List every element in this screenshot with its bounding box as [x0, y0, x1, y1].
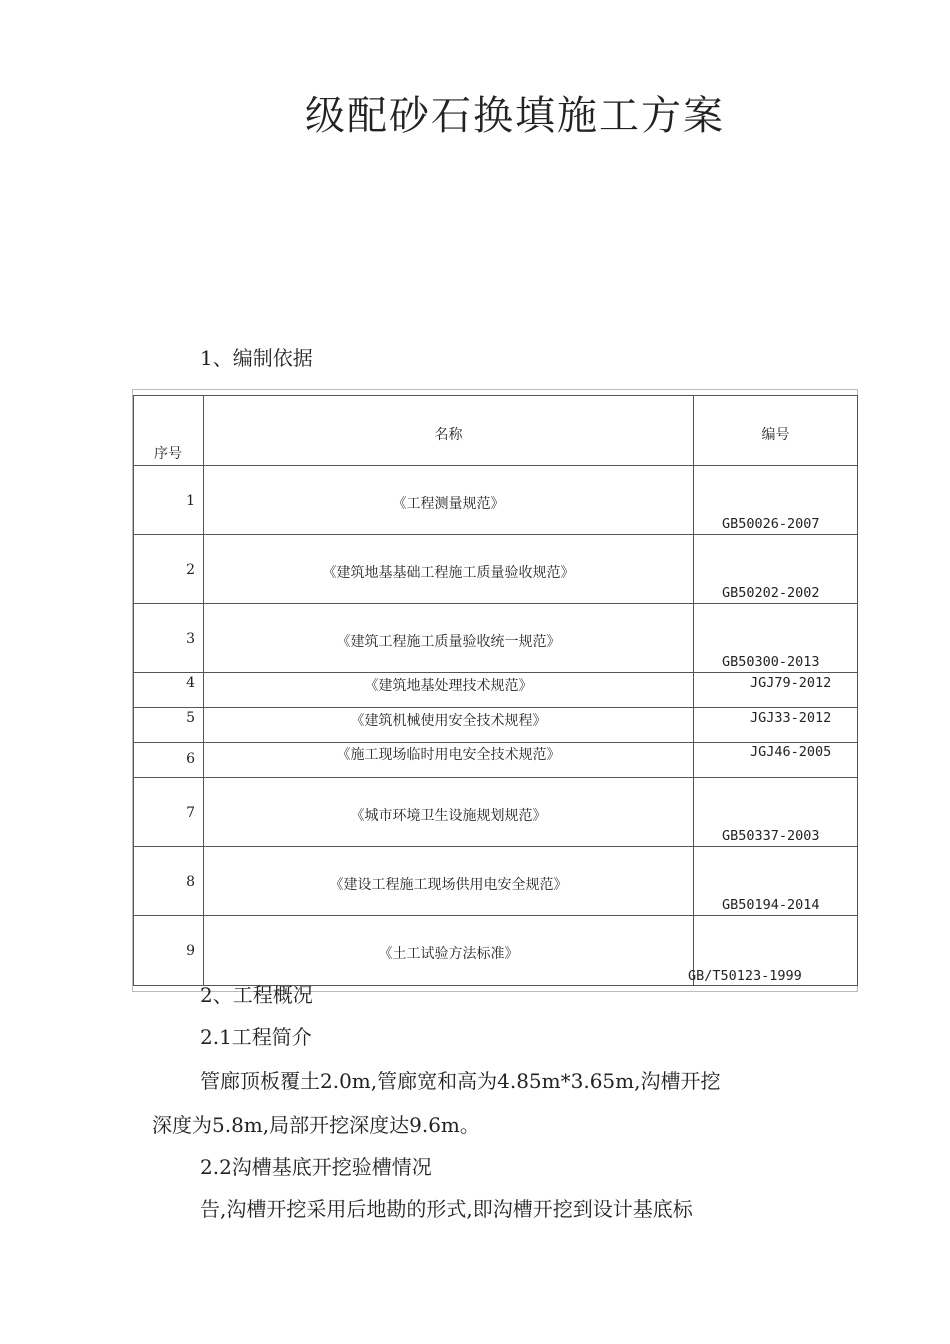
header-code-cell	[694, 396, 858, 466]
paragraph-line: 深度为5.8m,局部开挖深度达9.6m。	[152, 1113, 480, 1137]
row-name: 《建筑机械使用安全技术规程》	[350, 713, 547, 729]
row-code: GB50337-2003	[722, 828, 820, 844]
document-title: 级配砂石换填施工方案	[305, 93, 725, 139]
row-seq: 6	[186, 751, 195, 767]
paragraph-line: 管廊顶板覆土2.0m,管廊宽和高为4.85m*3.65m,沟槽开挖	[200, 1069, 721, 1093]
table-row	[134, 535, 858, 604]
section-heading-basis: 1、编制依据	[200, 346, 313, 370]
row-seq: 2	[186, 562, 195, 578]
paragraph-line: 告,沟槽开挖采用后地勘的形式,即沟槽开挖到设计基底标	[200, 1197, 693, 1221]
row-code: GB50194-2014	[722, 897, 820, 913]
row-seq: 1	[186, 493, 195, 509]
row-name: 《工程测量规范》	[392, 496, 505, 512]
row-name: 《土工试验方法标准》	[378, 946, 519, 962]
table-header-row	[134, 396, 858, 466]
row-name: 《城市环境卫生设施规划规范》	[350, 808, 547, 824]
row-name: 《建筑工程施工质量验收统一规范》	[336, 634, 561, 650]
row-code: JGJ46-2005	[750, 744, 832, 760]
row-code: GB50300-2013	[722, 654, 820, 670]
row-name: 《建设工程施工现场供用电安全规范》	[329, 877, 568, 893]
row-name: 《建筑地基基础工程施工质量验收规范》	[322, 565, 575, 581]
row-seq: 8	[186, 874, 195, 890]
row-name: 《施工现场临时用电安全技术规范》	[336, 747, 561, 763]
table-row	[134, 916, 858, 986]
row-seq: 4	[186, 675, 195, 691]
table-row	[134, 673, 858, 708]
header-name-cell	[204, 396, 694, 466]
row-code: GB/T50123-1999	[688, 968, 802, 984]
table-row	[134, 743, 858, 778]
header-seq-cell	[134, 396, 204, 466]
table-row	[134, 847, 858, 916]
row-code: GB50202-2002	[722, 585, 820, 601]
header-name: 名称	[434, 427, 463, 443]
table-row	[134, 604, 858, 673]
section-heading-overview: 2、工程概况	[200, 983, 313, 1007]
table-row	[134, 778, 858, 847]
header-code: 编号	[761, 427, 790, 443]
row-seq: 5	[186, 710, 195, 726]
row-seq: 3	[186, 631, 195, 647]
table-row	[134, 708, 858, 743]
subsection-heading-trench: 2.2沟槽基底开挖验槽情况	[200, 1155, 432, 1179]
row-code: JGJ33-2012	[750, 710, 832, 726]
standards-table	[133, 395, 858, 986]
table-row	[134, 466, 858, 535]
row-seq: 7	[186, 805, 195, 821]
row-name: 《建筑地基处理技术规范》	[364, 678, 533, 694]
subsection-heading-intro: 2.1工程简介	[200, 1025, 312, 1049]
header-seq: 序号	[154, 446, 182, 462]
row-code: JGJ79-2012	[750, 675, 832, 691]
row-code: GB50026-2007	[722, 516, 820, 532]
row-seq: 9	[186, 943, 195, 959]
